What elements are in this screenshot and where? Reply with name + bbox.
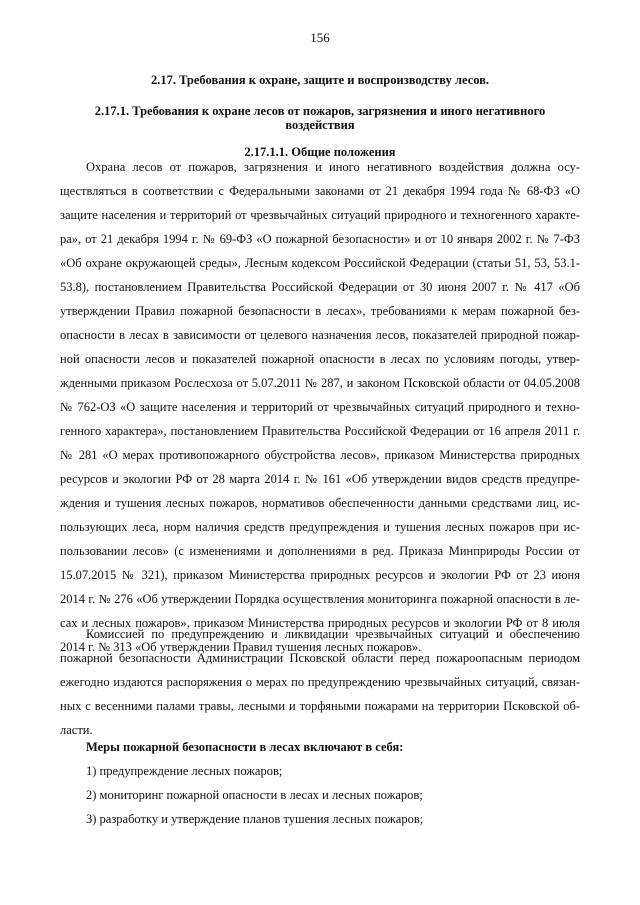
page-number: 156 bbox=[310, 30, 330, 45]
text-line: № 281 «О мерах противопожарного обустройства лесов», приказом Министерства природных bbox=[60, 448, 580, 462]
text-line: ресурсов и экологии РФ от 28 марта 2014 г. № 161 «Об утверждении видов средств предупре- bbox=[60, 472, 580, 486]
text-line: защите населения и территорий от чрезвычайных ситуаций природного и техногенного характе- bbox=[60, 208, 580, 222]
text-line: сах и лесных пожаров», приказом Министерства природных ресурсов и экологии РФ от 8 июля bbox=[60, 616, 580, 630]
subsection-heading-line: 2.17.1. Требования к охране лесов от пожаров, загрязнения и иного негативного bbox=[94, 104, 546, 118]
text-line: опасности в лесах в зависимости от целевого назначения лесов, показателей природной пожар- bbox=[60, 328, 580, 342]
subsection-heading-line: воздействия bbox=[285, 118, 355, 132]
text-line: 2014 г. № 276 «Об утверждении Порядка осуществления мониторинга пожарной опасности в ле- bbox=[60, 592, 580, 606]
text-line: утверждении Правил пожарной безопасности в лесах», требованиями к мерам пожарной без- bbox=[60, 304, 580, 318]
paragraph-commission bbox=[60, 622, 580, 742]
subsection-heading bbox=[60, 104, 580, 132]
text-line: 15.07.2015 № 321), приказом Министерства природных ресурсов и экологии РФ от 23 июня bbox=[60, 568, 580, 582]
text-line: № 762-ОЗ «О защите населения и территорий от чрезвычайных ситуаций природного и техно- bbox=[60, 400, 580, 414]
text-line: пожарной безопасности Администрации Псковской области перед пожароопасным периодом bbox=[60, 651, 580, 665]
fire-safety-measures bbox=[86, 735, 580, 831]
text-line: «Об охране окружающей среды», Лесным кодексом Российской Федерации (статьи 51, 53, 53.1- bbox=[60, 256, 580, 270]
text-line: 53.8), постановлением Правительства Российской Федерации от 30 июня 2007 г. № 417 «Об bbox=[60, 280, 580, 294]
text-line: пользующих леса, норм наличия средств предупреждения и тушения лесных пожаров при ис- bbox=[60, 520, 580, 534]
measures-list-item: 2) мониторинг пожарной опасности в лесах и лесных пожаров; bbox=[86, 788, 423, 802]
text-line: ных с весенними палами травы, лесными и торфяными пожарами на территории Псковской об- bbox=[60, 699, 580, 713]
text-line: ежегодно издаются распоряжения о мерах по предупреждению чрезвычайных ситуаций, связан- bbox=[60, 675, 580, 689]
text-line: ной опасности лесов и показателей пожарной опасности в лесах по условиям погоды, утвер- bbox=[60, 352, 580, 366]
text-line: пользовании лесов» (с изменениями и дополнениями в ред. Приказа Минприроды России от bbox=[60, 544, 580, 558]
measures-title: Меры пожарной безопасности в лесах включают в себя: bbox=[86, 740, 404, 754]
text-line: ласти. bbox=[60, 723, 93, 737]
measures-list-item: 3) разработку и утверждение планов тушения лесных пожаров; bbox=[86, 812, 424, 826]
text-line: генного характера», постановлением Правительства Российской Федерации от 16 апреля 2011 г. bbox=[60, 424, 580, 438]
text-line: ждения и тушения лесных пожаров, нормативов обеспеченности данными средствами лиц, ис- bbox=[60, 496, 580, 510]
text-line: ществляться в соответствии с Федеральными законами от 21 декабря 1994 года № 68-ФЗ «О bbox=[60, 184, 580, 198]
text-line: Комиссией по предупреждению и ликвидации чрезвычайных ситуаций и обеспечению bbox=[86, 627, 580, 641]
sub-subsection-heading: 2.17.1.1. Общие положения bbox=[244, 145, 396, 159]
text-line: ра», от 21 декабря 1994 г. № 69-ФЗ «О пожарной безопасности» и от 10 января 2002 г. № 7-ФЗ bbox=[60, 232, 580, 246]
section-heading: 2.17. Требования к охране, защите и воспроизводству лесов. bbox=[150, 73, 490, 87]
text-line: Охрана лесов от пожаров, загрязнения и иного негативного воздействия должна осу- bbox=[86, 160, 580, 174]
text-line: 2014 г. № 313 «Об утверждении Правил тушения лесных пожаров». bbox=[60, 640, 422, 654]
paragraph-general-provisions bbox=[60, 155, 580, 659]
text-line: жденными приказом Рослесхоза от 5.07.2011 № 287, и законом Псковской области от 04.05.2008 bbox=[60, 376, 580, 390]
measures-list-item: 1) предупреждение лесных пожаров; bbox=[86, 764, 283, 778]
